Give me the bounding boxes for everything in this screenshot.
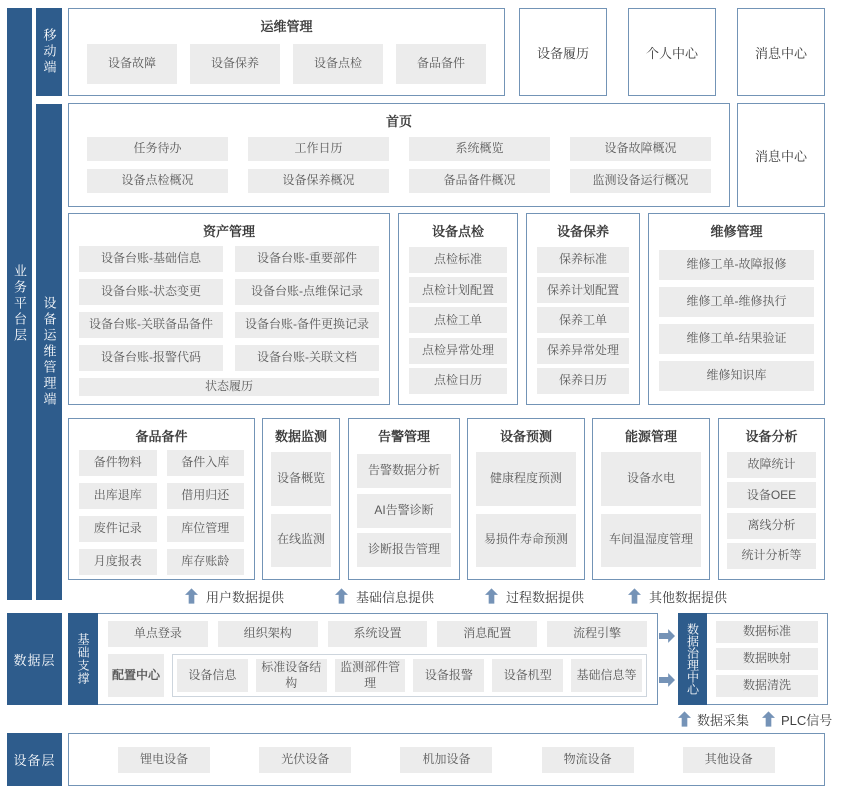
- module-button[interactable]: 状态履历: [79, 378, 379, 396]
- panel-ops-management: [68, 8, 505, 96]
- panel-message-center[interactable]: [737, 103, 825, 207]
- panel-title: 首页: [385, 114, 412, 129]
- module-button[interactable]: 库存账龄: [167, 549, 245, 575]
- flow-basic-info: [335, 585, 434, 607]
- module-button[interactable]: 点检标准: [409, 247, 507, 273]
- support-subbox: [172, 654, 647, 697]
- support-row1: [108, 621, 647, 647]
- energy-stack: [593, 448, 709, 579]
- right-arrow-icon: [659, 629, 675, 643]
- flow-user-data: [185, 585, 284, 607]
- module-button[interactable]: 废件记录: [79, 516, 157, 542]
- module-button[interactable]: 标准设备结构: [256, 659, 327, 692]
- panel-device-history[interactable]: [519, 8, 607, 96]
- module-button[interactable]: 借用归还: [167, 483, 245, 509]
- monitoring-stack: [263, 448, 339, 579]
- module-button[interactable]: 设备水电: [601, 452, 701, 506]
- module-button[interactable]: 保养异常处理: [537, 338, 629, 364]
- module-button[interactable]: 离线分析: [727, 513, 816, 539]
- module-button[interactable]: 保养工单: [537, 307, 629, 333]
- module-button[interactable]: 设备点检概况: [87, 169, 228, 193]
- panel-title: 数据监测: [274, 429, 327, 444]
- module-button[interactable]: 锂电设备: [118, 747, 210, 773]
- rail-business-platform-layer: [7, 8, 32, 600]
- module-button[interactable]: 故障统计: [727, 452, 816, 478]
- module-button[interactable]: 健康程度预测: [476, 452, 576, 506]
- panel-device-analysis: [718, 418, 825, 580]
- module-button[interactable]: 库位管理: [167, 516, 245, 542]
- panel-title: 能源管理: [624, 429, 677, 444]
- module-button[interactable]: 设备台账-点维保记录: [235, 279, 379, 305]
- flow-other-data: [628, 585, 727, 607]
- module-button[interactable]: 备件入库: [167, 450, 245, 476]
- module-button[interactable]: 点检工单: [409, 307, 507, 333]
- module-button[interactable]: 月度报表: [79, 549, 157, 575]
- flow-label: 数据采集: [697, 712, 750, 728]
- basic-support-bar: [68, 613, 98, 705]
- panel-data-governance: [678, 613, 828, 705]
- panel-label: 消息中心: [754, 148, 807, 164]
- module-button[interactable]: 点检异常处理: [409, 338, 507, 364]
- panel-repair-management: [648, 213, 825, 405]
- home-grid: [69, 133, 729, 193]
- module-button[interactable]: 设备台账-重要部件: [235, 246, 379, 272]
- module-button[interactable]: 物流设备: [542, 747, 634, 773]
- module-button[interactable]: 出库退库: [79, 483, 157, 509]
- module-button[interactable]: 设备台账-关联备品备件: [79, 312, 223, 338]
- alarm-stack: [349, 448, 459, 579]
- panel-personal-center[interactable]: [628, 8, 716, 96]
- rail-device-layer: [7, 733, 62, 786]
- module-button[interactable]: 光伏设备: [259, 747, 351, 773]
- panel-label: 设备履历: [536, 45, 589, 61]
- flow-process-data: [485, 585, 584, 607]
- module-button[interactable]: 保养日历: [537, 368, 629, 394]
- module-button[interactable]: 设备机型: [492, 659, 563, 692]
- rail-mobile: [36, 8, 62, 96]
- module-button[interactable]: 数据映射: [716, 648, 818, 670]
- panel-label: 消息中心: [754, 45, 807, 61]
- module-button[interactable]: 系统设置: [328, 621, 428, 647]
- panel-title: 运维管理: [260, 19, 313, 34]
- module-button[interactable]: 告警数据分析: [357, 454, 451, 488]
- rail-label: 设备运维管理端: [41, 296, 57, 408]
- module-button[interactable]: 设备信息: [177, 659, 248, 692]
- module-button[interactable]: 监测设备运行概况: [570, 169, 711, 193]
- panel-device-maintenance: [526, 213, 640, 405]
- panel-energy-management: [592, 418, 710, 580]
- module-button[interactable]: 维修知识库: [659, 361, 814, 391]
- module-button[interactable]: 监测部件管理: [335, 659, 406, 692]
- panel-message-center-top[interactable]: [737, 8, 825, 96]
- basic-support-content: [98, 613, 658, 705]
- prediction-stack: [468, 448, 584, 579]
- panel-title: 备品备件: [135, 429, 188, 444]
- module-button[interactable]: 单点登录: [108, 621, 208, 647]
- module-button[interactable]: 设备点检: [293, 44, 383, 84]
- panel-title: 告警管理: [377, 429, 430, 444]
- panel-spare-parts: [68, 418, 255, 580]
- module-button[interactable]: 设备故障概况: [570, 137, 711, 161]
- module-button[interactable]: 维修工单-结果验证: [659, 324, 814, 354]
- panel-asset-management: [68, 213, 390, 405]
- rail-label: 数据层: [13, 652, 56, 668]
- asset-grid: [69, 243, 389, 371]
- panel-device-inspection: [398, 213, 518, 405]
- module-button[interactable]: 设备报警: [413, 659, 484, 692]
- module-button[interactable]: 备件物料: [79, 450, 157, 476]
- rail-label: 移动端: [41, 28, 57, 76]
- panel-title: 设备保养: [556, 224, 609, 239]
- rail-data-layer: [7, 613, 62, 705]
- right-arrow-icon: [659, 673, 675, 687]
- module-button[interactable]: 工作日历: [248, 137, 389, 161]
- module-button[interactable]: 诊断报告管理: [357, 533, 451, 567]
- module-button[interactable]: 维修工单-维修执行: [659, 287, 814, 317]
- panel-basic-support: [68, 613, 658, 705]
- module-button[interactable]: 点检计划配置: [409, 277, 507, 303]
- rail-label: 业务平台层: [12, 264, 27, 344]
- module-button[interactable]: 车间温湿度管理: [601, 514, 701, 568]
- up-arrow-icon: [485, 588, 498, 604]
- module-button[interactable]: 备品备件概况: [409, 169, 550, 193]
- module-button[interactable]: 点检日历: [409, 368, 507, 394]
- module-button[interactable]: 备品备件: [396, 44, 486, 84]
- flow-label: 过程数据提供: [506, 589, 585, 605]
- module-button[interactable]: 设备台账-报警代码: [79, 345, 223, 371]
- spares-grid: [69, 448, 254, 575]
- panel-device-layer: [68, 733, 825, 786]
- module-button[interactable]: 设备台账-基础信息: [79, 246, 223, 272]
- panel-home: [68, 103, 730, 207]
- module-button[interactable]: 消息配置: [437, 621, 537, 647]
- panel-title: 设备点检: [431, 224, 484, 239]
- panel-data-monitoring: [262, 418, 340, 580]
- module-button[interactable]: 数据标准: [716, 621, 818, 643]
- up-arrow-icon: [628, 588, 641, 604]
- panel-label: 个人中心: [645, 45, 698, 61]
- flow-plc-signal: [762, 708, 832, 730]
- flow-data-collection: [678, 708, 749, 730]
- module-button[interactable]: 数据清洗: [716, 675, 818, 697]
- module-button[interactable]: 任务待办: [87, 137, 228, 161]
- module-button[interactable]: AI告警诊断: [357, 494, 451, 528]
- flow-label: PLC信号: [781, 712, 833, 728]
- module-button[interactable]: 设备台账-状态变更: [79, 279, 223, 305]
- module-button[interactable]: 设备台账-关联文档: [235, 345, 379, 371]
- module-button[interactable]: 设备概览: [271, 452, 331, 506]
- module-button[interactable]: 维修工单-故障报修: [659, 250, 814, 280]
- panel-title: 维修管理: [710, 224, 763, 239]
- module-button[interactable]: 统计分析等: [727, 543, 816, 569]
- up-arrow-icon: [185, 588, 198, 604]
- module-button[interactable]: 组织架构: [218, 621, 318, 647]
- up-arrow-icon: [678, 711, 691, 727]
- maintenance-stack: [527, 243, 639, 404]
- module-button[interactable]: 基础信息等: [571, 659, 642, 692]
- up-arrow-icon: [762, 711, 775, 727]
- panel-title: 资产管理: [202, 224, 255, 239]
- up-arrow-icon: [335, 588, 348, 604]
- config-center-button[interactable]: 配置中心: [108, 654, 164, 697]
- bar-label: 基础支撑: [76, 633, 90, 685]
- inspection-stack: [399, 243, 517, 404]
- module-button[interactable]: 其他设备: [683, 747, 775, 773]
- module-button[interactable]: 设备故障: [87, 44, 177, 84]
- analysis-stack: [719, 448, 824, 579]
- panel-title: 设备分析: [745, 429, 798, 444]
- ops-button-row: [69, 38, 504, 84]
- module-button[interactable]: 设备台账-备件更换记录: [235, 312, 379, 338]
- flow-label: 其他数据提供: [649, 589, 728, 605]
- support-row2: [108, 654, 647, 697]
- module-button[interactable]: 保养标准: [537, 247, 629, 273]
- module-button[interactable]: 设备保养: [190, 44, 280, 84]
- bar-label: 数据治理中心: [685, 623, 700, 695]
- repair-stack: [649, 243, 824, 404]
- governance-bar: [678, 613, 707, 705]
- rail-label: 设备层: [13, 753, 56, 768]
- panel-title: 设备预测: [499, 429, 552, 444]
- module-button[interactable]: 流程引擎: [547, 621, 647, 647]
- governance-items: [707, 613, 828, 705]
- module-button[interactable]: 在线监测: [271, 514, 331, 568]
- module-button[interactable]: 系统概览: [409, 137, 550, 161]
- flow-label: 基础信息提供: [356, 589, 435, 605]
- module-button[interactable]: 保养计划配置: [537, 277, 629, 303]
- module-button[interactable]: 设备OEE: [727, 482, 816, 508]
- flow-label: 用户数据提供: [206, 589, 285, 605]
- module-button[interactable]: 机加设备: [400, 747, 492, 773]
- module-button[interactable]: 设备保养概况: [248, 169, 389, 193]
- panel-device-prediction: [467, 418, 585, 580]
- module-button[interactable]: 易损件寿命预测: [476, 514, 576, 568]
- panel-alarm-management: [348, 418, 460, 580]
- rail-device-ops-management: [36, 104, 62, 600]
- device-row: [69, 734, 824, 785]
